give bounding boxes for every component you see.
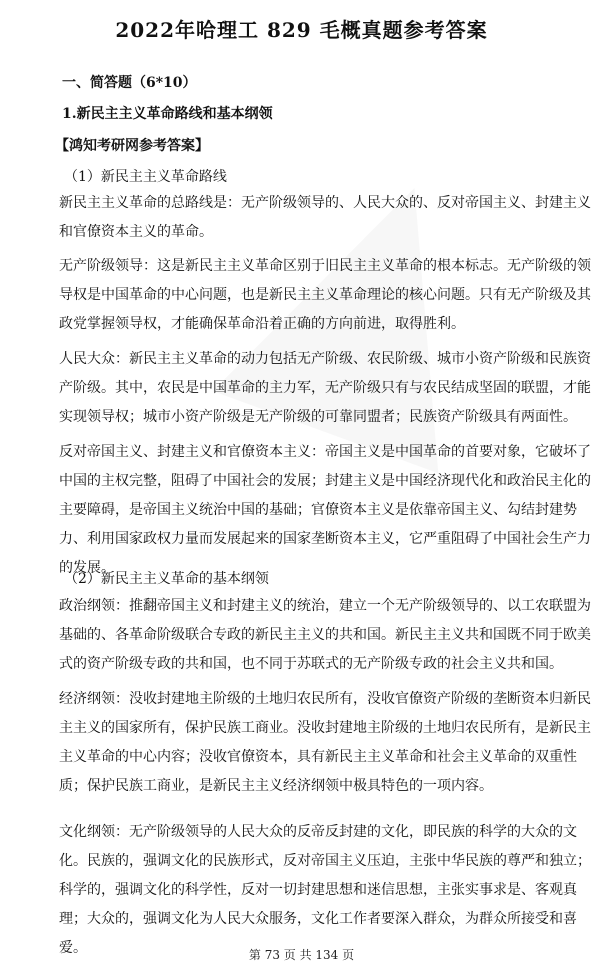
part1-heading: （1）新民主主义革命路线: [64, 169, 227, 185]
paragraph-economic-program: 经济纲领：没收封建地主阶级的土地归农民所有，没收官僚资产阶级的垄断资本归新民主主义的国家所有，保护民族工商业。没收封建地主阶级的土地归农民所有，是新民主主义革命的中心内容；没收官僚资本，具有新民主主义革命和社会主义革命的双重性质；保护民族工商业，是新民主主义经济纲领中极具特色的一项内容。: [59, 691, 591, 794]
paragraph-opposition: 反对帝国主义、封建主义和官僚资本主义：帝国主义是中国革命的首要对象，它破坏了中国的主权完整，阻碍了中国社会的发展；封建主义是中国经济现代化和政治民主化的主要障碍，是帝国主义统治中国的基础；官僚资本主义是依靠帝国主义、勾结封建势力、利用国家政权力量而发展起来的国家垄断资本主义，它严重阻碍了中国社会生产力的发展。: [59, 444, 591, 576]
page-title: 2022年哈理工 829 毛概真题参考答案: [115, 18, 488, 42]
part2-heading: （2）新民主主义革命的基本纲领: [64, 571, 269, 587]
paragraph-people: 人民大众：新民主主义革命的动力包括无产阶级、农民阶级、城市小资产阶级和民族资产阶级。其中，农民是中国革命的主力军，无产阶级只有与农民结成坚固的联盟，才能实现领导权；城市小资产阶级是无产阶级的可靠同盟者；民族资产阶级具有两面性。: [59, 351, 591, 425]
paragraph-political-program: 政治纲领：推翻帝国主义和封建主义的统治，建立一个无产阶级领导的、以工农联盟为基础的、各革命阶级联合专政的新民主主义的共和国。新民主主义共和国既不同于欧美式的资产阶级专政的共和国，也不同于苏联式的无产阶级专政的社会主义共和国。: [59, 598, 591, 672]
paragraph-cultural-program: 文化纲领：无产阶级领导的人民大众的反帝反封建的文化，即民族的科学的大众的文化。民族的，强调文化的民族形式，反对帝国主义压迫，主张中华民族的尊严和独立；科学的，强调文化的科学性，反对一切封建思想和迷信思想，主张实事求是、客观真理；大众的，强调文化为人民大众服务，文化工作者要深入群众，为群众所接受和喜爱。: [59, 824, 591, 956]
page-footer: 第 73 页 共 134 页: [248, 948, 355, 962]
paragraph-general-line: 新民主主义革命的总路线是：无产阶级领导的、人民大众的、反对帝国主义、封建主义和官僚资本主义的革命。: [59, 195, 591, 240]
paragraph-proletariat-leadership: 无产阶级领导：这是新民主主义革命区别于旧民主主义革命的根本标志。无产阶级的领导权是中国革命的中心问题，也是新民主主义革命理论的核心问题。只有无产阶级及其政党掌握领导权，才能确保革命沿着正确的方向前进，取得胜利。: [59, 258, 591, 332]
section-heading: 一、简答题（6*10）: [62, 75, 197, 91]
question-heading: 1.新民主主义革命路线和基本纲领: [62, 106, 273, 122]
answer-tag: 【鸿知考研网参考答案】: [55, 138, 209, 154]
